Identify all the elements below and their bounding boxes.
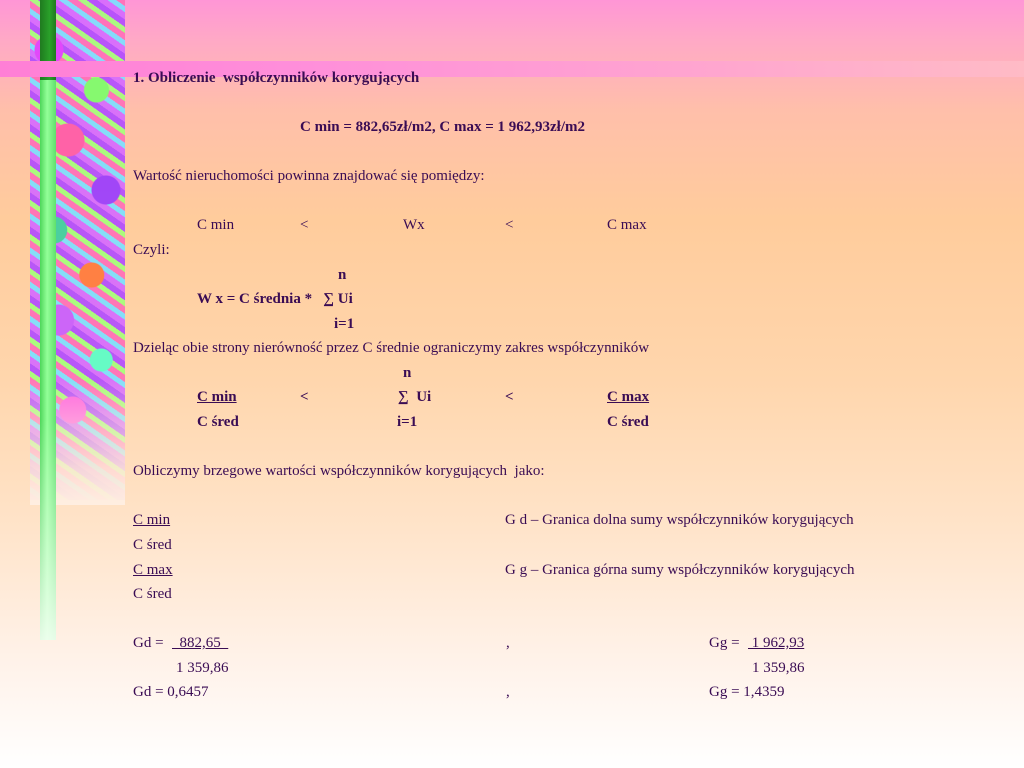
ineq1-wx: Wx: [403, 217, 425, 233]
ineq1-cmin: C min: [197, 217, 235, 233]
ineq2-sum-upper-n: n: [403, 365, 412, 381]
dividing-text: Dzieląc obie strony nierówność przez C średnie ograniczymy zakres współczynników: [133, 340, 650, 356]
calc-gg-label: Gg =: [709, 635, 744, 651]
def-gd-description: G d – Granica dolna sumy współczynników korygujących: [505, 512, 854, 528]
calc-gd-result: Gd = 0,6457: [133, 684, 209, 700]
czyli-text: Czyli:: [133, 242, 170, 258]
ineq2-lt-1: <: [300, 389, 309, 405]
ineq2-csred-denominator-1: C śred: [197, 414, 239, 430]
intro-text: Wartość nieruchomości powinna znajdować się pomiędzy:: [133, 168, 485, 184]
ineq1-lt-1: <: [300, 217, 309, 233]
calc-gg-denominator: 1 359,86: [752, 660, 805, 676]
def-cmin-numerator: C min: [133, 512, 171, 528]
formula-expression: W x = C średnia * ∑ Ui: [197, 291, 353, 307]
calc-comma-1: ,: [506, 635, 510, 651]
calc-gd-denominator: 1 359,86: [176, 660, 229, 676]
calc-gd-label: Gd =: [133, 635, 168, 651]
cmin-cmax-values: C min = 882,65zł/m2, C max = 1 962,93zł/m2: [300, 119, 585, 135]
ineq2-lt-2: <: [505, 389, 514, 405]
boundary-intro-text: Obliczymy brzegowe wartości współczynników korygujących jako:: [133, 463, 545, 479]
ineq2-sum-lower-index: i=1: [397, 414, 418, 430]
def-csred-denominator-1: C śred: [133, 537, 172, 553]
def-csred-denominator-2: C śred: [133, 586, 172, 602]
formula-sum-upper-n: n: [338, 267, 347, 283]
formula-sum-lower-index: i=1: [334, 316, 355, 332]
ineq2-sum-ui: ∑ Ui: [398, 389, 432, 405]
def-gg-description: G g – Granica górna sumy współczynników korygujących: [505, 562, 855, 578]
green-vertical-bar-fade: [40, 420, 56, 640]
calc-comma-2: ,: [506, 684, 510, 700]
ineq2-csred-denominator-2: C śred: [607, 414, 649, 430]
def-cmax-numerator: C max: [133, 562, 173, 578]
calc-gg-numerator: 1 962,93: [748, 635, 805, 651]
ineq1-lt-2: <: [505, 217, 514, 233]
ineq2-cmax-numerator: C max: [607, 389, 650, 405]
ineq1-cmax: C max: [607, 217, 647, 233]
ineq2-cmin-numerator: C min: [197, 389, 237, 405]
slide-title: 1. Obliczenie współczynników korygujących: [133, 70, 420, 86]
calc-gg-result: Gg = 1,4359: [709, 684, 785, 700]
calc-gd-numerator: 882,65: [172, 635, 229, 651]
